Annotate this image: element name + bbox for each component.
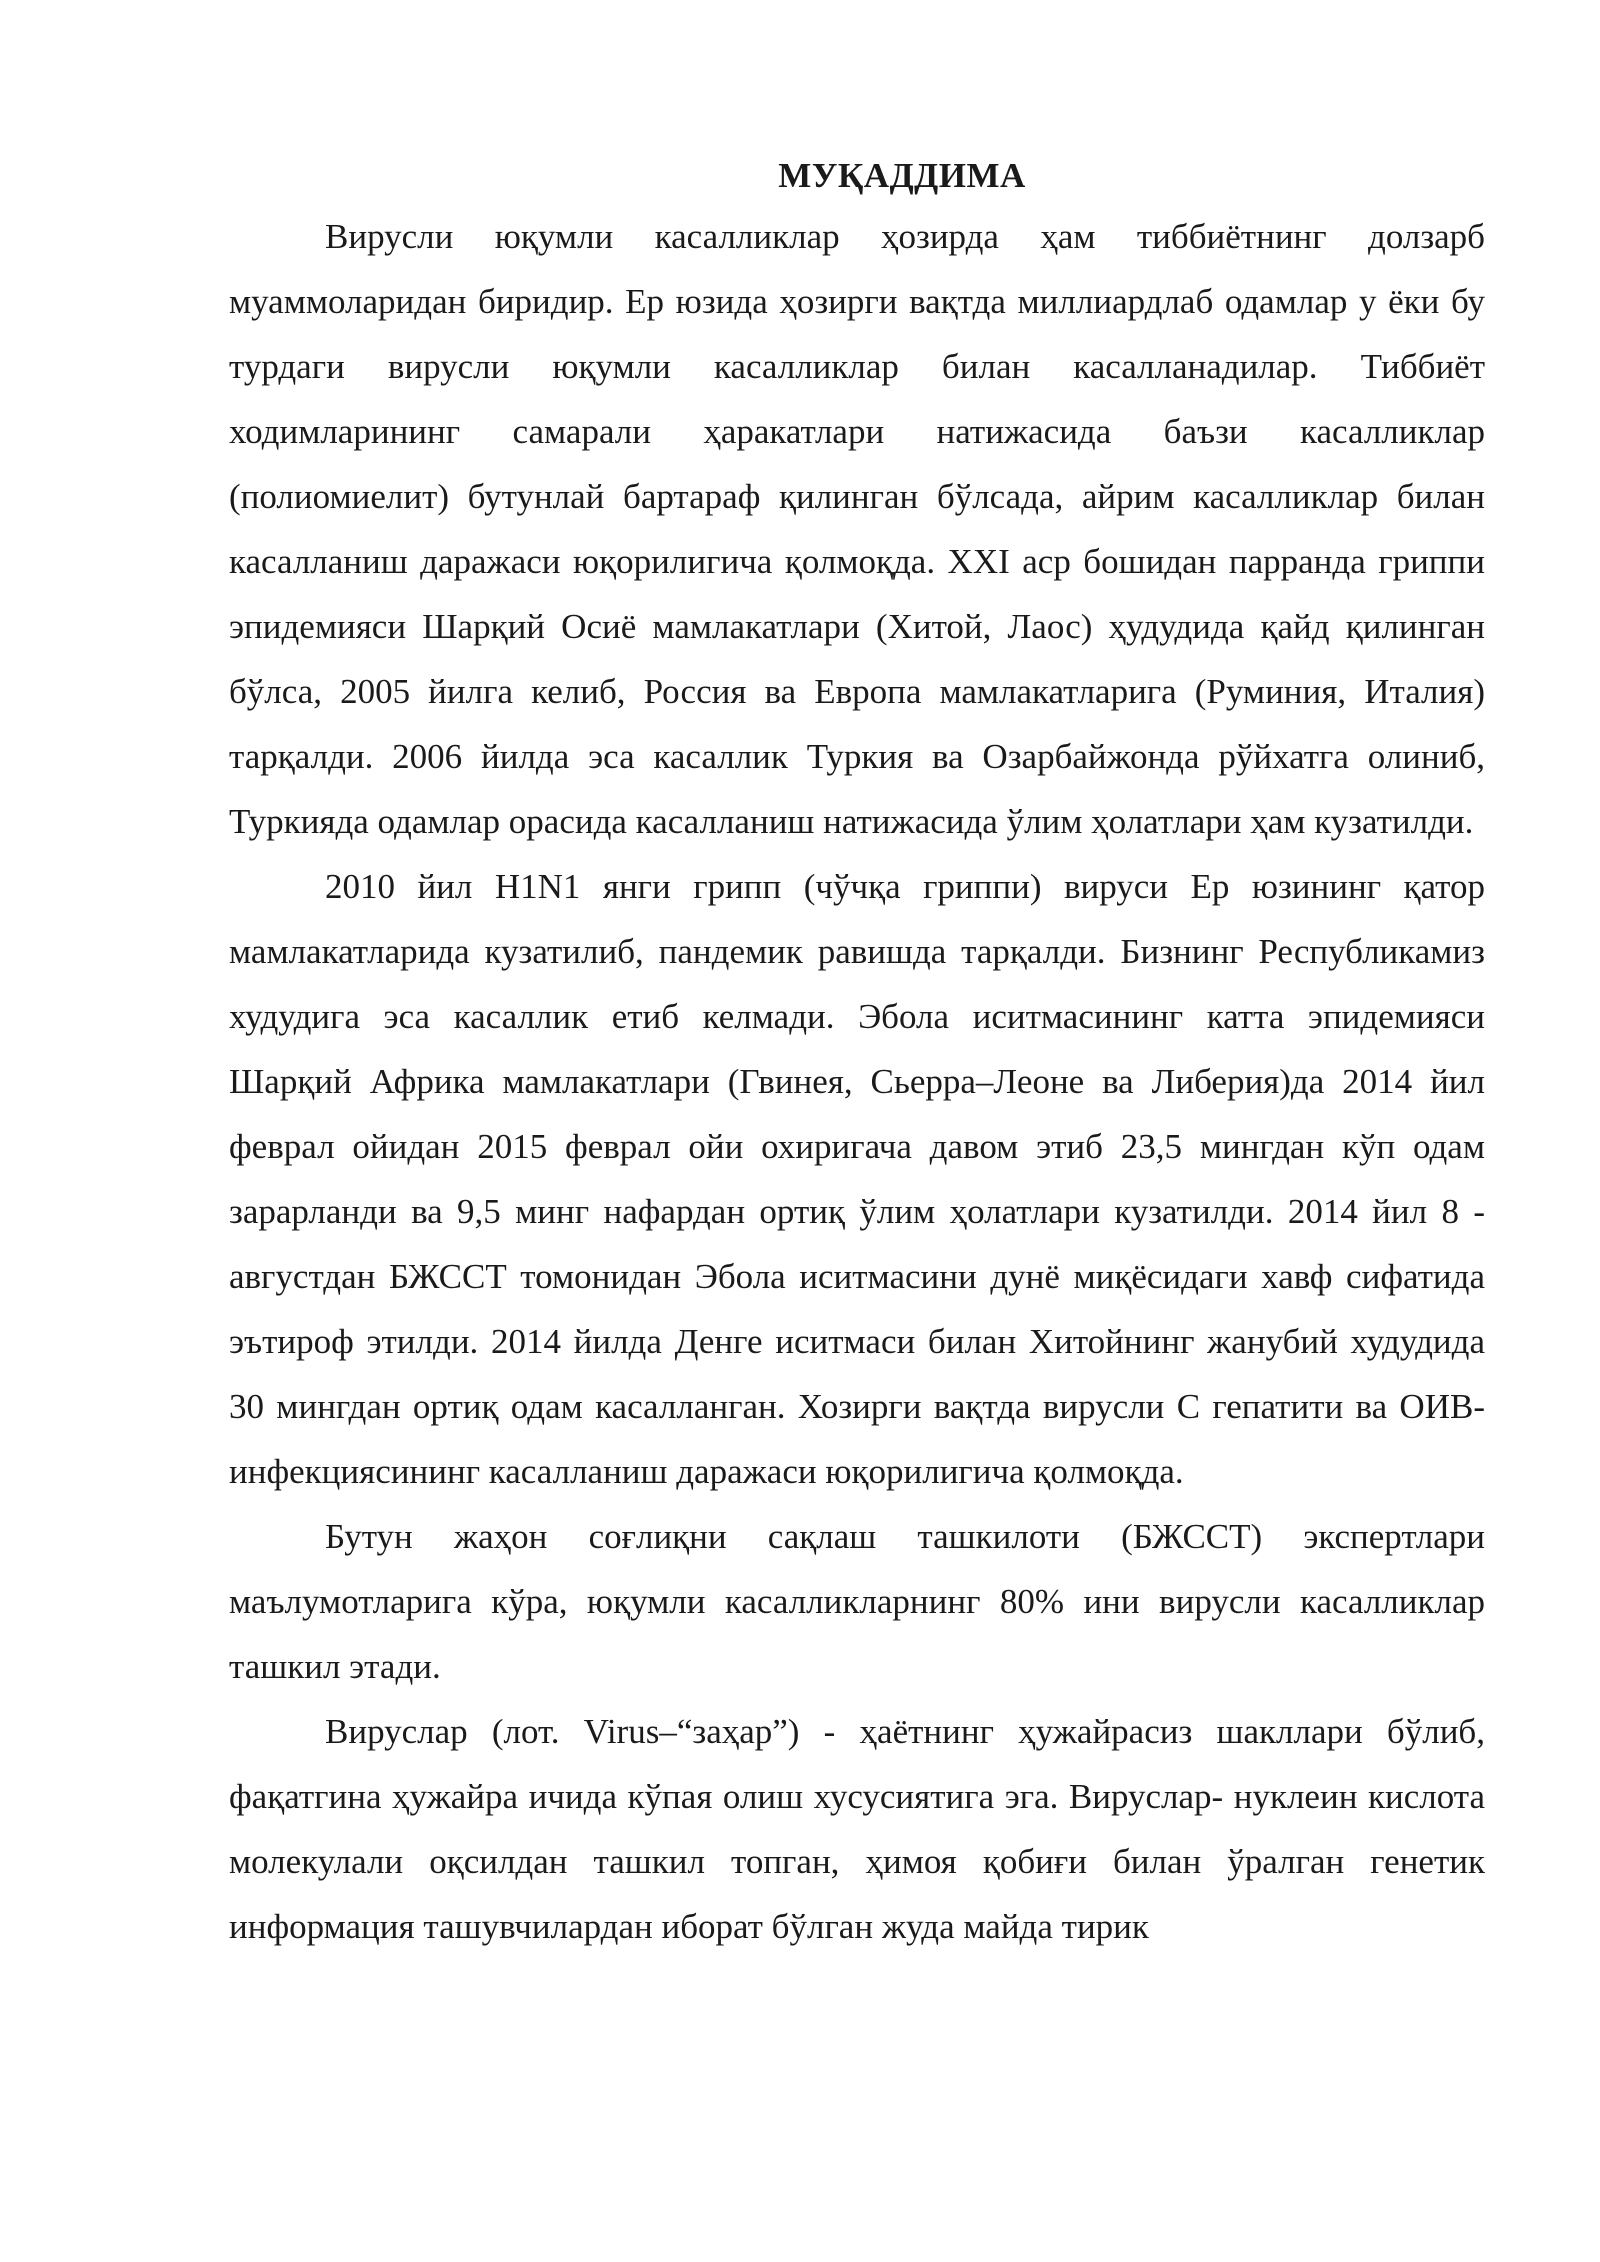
paragraph-2: 2010 йил H1N1 янги грипп (чўчқа гриппи) вируси Ер юзининг қатор мамлакатларида кузатилиб, пандемик равишда тарқалди. Бизнинг Республикамиз худудига эса касаллик етиб келмади. Эбола иситмасининг катта эпидемияси Шарқий Африка мамлакатлари (Гвинея, Сьерра–Леоне ва Либерия)да 2014 йил феврал ойидан 2015 феврал ойи охиригача давом этиб 23,5 мингдан кўп одам зарарланди ва 9,5 минг нафардан ортиқ ўлим ҳолатлари кузатилди. 2014 йил 8 - августдан БЖССТ томонидан Эбола иситмасини дунё миқёсидаги хавф сифатида эътироф этилди. 2014 йилда Денге иситмаси билан Хитойнинг жанубий худудида 30 мингдан ортиқ одам касалланган. Хозирги вақтда вирусли С гепатити ва ОИВ-инфекциясининг касалланиш даражаси юқорилигича қолмоқда.: [229, 867, 1485, 1491]
page-content: [229, 148, 1485, 1959]
paragraph-1: Вирусли юқумли касалликлар ҳозирда ҳам тиббиётнинг долзарб муаммоларидан биридир. Ер юзида ҳозирги вақтда миллиардлаб одамлар у ёки бу турдаги вирусли юқумли касалликлар билан касалланадилар. Тиббиёт ходимларининг самарали ҳаракатлари натижасида баъзи касалликлар (полиомиелит) бутунлай бартараф қилинган бўлсада, айрим касалликлар билан касалланиш даражаси юқорилигича қолмоқда. XXI аср бошидан парранда гриппи эпидемияси Шарқий Осиё мамлакатлари (Хитой, Лаос) ҳудудида қайд қилинган бўлса, 2005 йилга келиб, Россия ва Европа мамлакатларига (Руминия, Италия) тарқалди. 2006 йилда эса касаллик Туркия ва Озарбайжонда рўйхатга олиниб, Туркияда одамлар орасида касалланиш натижасида ўлим ҳолатлари ҳам кузатилди.: [229, 217, 1485, 841]
page-title: МУҚАДДИМА: [778, 156, 1026, 195]
paragraph-3: Бутун жаҳон соғлиқни сақлаш ташкилоти (БЖССТ) экспертлари маълумотларига кўра, юқумли касалликларнинг 80% ини вирусли касалликлар ташкил этади.: [229, 1517, 1485, 1686]
paragraph-4: Вируслар (лот. Virus–“заҳар”) - ҳаётнинг ҳужайрасиз шакллари бўлиб, фақатгина ҳужайра ичида кўпая олиш хусусиятига эга. Вируслар- нуклеин кислота молекулали оқсилдан ташкил топган, ҳимоя қобиғи билан ўралган генетик информация ташувчилардан иборат бўлган жуда майда тирик: [229, 1712, 1485, 1946]
